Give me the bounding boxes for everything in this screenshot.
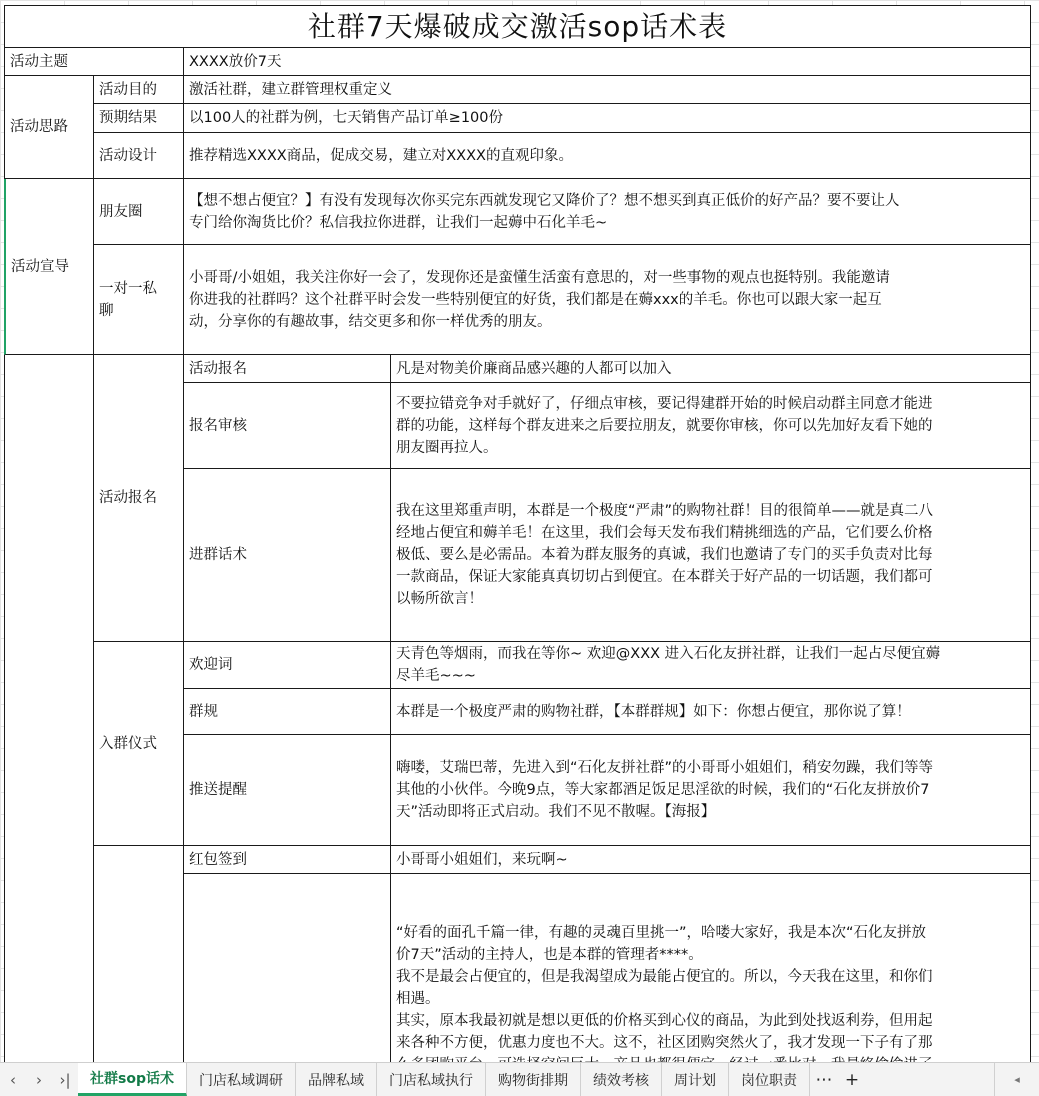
page-title[interactable]: 社群7天爆破成交激活sop话术表 [4,5,1031,48]
join-script-line: 经地占便宜和薅羊毛！在这里，我们会每天发布我们精挑细选的产品，它们要么价格 [396,525,933,541]
private-chat-label-line: 聊 [99,302,114,319]
join-script-line: 以畅所欲言！ [396,591,483,607]
join-script-line: 我在这里郑重声明，本群是一个极度“严肃”的购物社群！目的很简单——就是真二八 [396,503,934,519]
push-reminder-label[interactable]: 推送提醒 [184,735,391,846]
red-packet-label[interactable]: 红包签到 [184,846,391,874]
expected-result-value[interactable]: 以100人的社群为例，七天销售产品订单≥100份 [184,104,1031,133]
host-intro-label[interactable] [184,874,391,1094]
signup-review-copy[interactable] [391,383,1031,469]
sheet-tab-bar [0,1062,1039,1096]
sheet-tab[interactable]: 购物街排期 [486,1063,581,1096]
welcome-label[interactable]: 欢迎词 [184,642,391,689]
theme-value[interactable]: XXXX放价7天 [184,48,1031,76]
join-ceremony-label[interactable]: 入群仪式 [94,642,184,846]
host-intro-line: “好看的面孔千篇一律，有趣的灵魂百里挑一”，哈喽大家好，我是本次“石化友拼放 [396,925,927,941]
group-rules-label[interactable]: 群规 [184,689,391,735]
sheet-tab[interactable]: 绩效考核 [581,1063,662,1096]
private-chat-line: 你进我的社群吗？这个社群平时会发一些特别便宜的好货，我们都是在薅xxx的羊毛。你也可以跟大家一起互 [189,291,882,308]
join-script-label[interactable]: 进群话术 [184,469,391,642]
host-intro-copy[interactable] [391,874,1031,1094]
horizontal-scroll-icon[interactable]: ◂ [994,1063,1039,1096]
moments-label[interactable]: 朋友圈 [94,179,184,245]
host-intro-line: 来各种不方便，优惠力度也不大。这不，社区团购突然火了，我才发现一下子有了那 [396,1035,933,1051]
host-intro-paragraph [396,966,933,1010]
group-rules-copy[interactable]: 本群是一个极度严肃的购物社群，【本群群规】如下：你想占便宜，那你说了算！ [391,689,1031,735]
design-value[interactable]: 推荐精选XXXX商品，促成交易，建立对XXXX的直观印象。 [184,133,1031,179]
join-script-line: 一款商品，保证大家能真真切切占到便宜。在本群关于好产品的一切话题，我们都可 [396,569,933,585]
skip-last-icon[interactable]: ›| [59,1070,71,1089]
join-script-copy[interactable] [391,469,1031,642]
warmup-group-label[interactable] [94,846,184,1076]
signup-label[interactable]: 活动报名 [184,355,391,383]
promo-label[interactable]: 活动宣导 [4,179,94,355]
signup-group-label[interactable]: 活动报名 [94,355,184,642]
design-label[interactable]: 活动设计 [94,133,184,179]
host-intro-line: 相遇。 [396,991,440,1007]
private-chat-line: 小哥哥/小姐姐，我关注你好一会了，发现你还是蛮懂生活蛮有意思的，对一些事物的观点也挺特别。我能邀请 [189,269,890,286]
welcome-copy[interactable] [391,642,1031,689]
signup-review-line: 朋友圈再拉人。 [396,439,498,456]
chevron-left-icon[interactable]: ‹ [10,1070,16,1089]
host-intro-line: 我不是最会占便宜的，但是我渴望成为最能占便宜的。所以，今天我在这里，和你们 [396,969,933,985]
sheet-tab[interactable]: 门店私域调研 [187,1063,296,1096]
sheet-tab[interactable]: 岗位职责 [729,1063,810,1096]
sheet-tab[interactable]: 周计划 [662,1063,729,1096]
host-intro-line: 价7天”活动的主持人，也是本群的管理者****。 [396,947,703,963]
host-intro-paragraph [396,922,933,966]
empty-merged-cell[interactable] [4,355,94,1075]
welcome-line: 尽羊毛~~~ [396,668,476,684]
signup-review-line: 不要拉错竞争对手就好了，仔细点审核，要记得建群开始的时候启动群主同意才能进 [396,395,933,412]
host-intro-line: 其实，原本我最初就是想以更低的价格买到心仪的商品，为此到处找返利券，但用起 [396,1013,933,1029]
push-reminder-copy[interactable] [391,735,1031,846]
private-chat-label[interactable] [94,245,184,355]
moments-line: 专门给你淘货比价？私信我拉你进群，让我们一起薅中石化羊毛~ [189,214,608,231]
moments-line: 【想不想占便宜？】有没有发现每次你买完东西就发现它又降价了？想不想买到真正低价的好产品？要不要让人 [189,192,900,209]
moments-copy[interactable] [184,179,1031,245]
private-chat-copy[interactable] [184,245,1031,355]
private-chat-label-line: 一对一私 [99,280,157,297]
sheet-tab[interactable]: 门店私域执行 [377,1063,486,1096]
signup-review-line: 群的功能，这样每个群友进来之后要拉朋友，就要你审核，你可以先加好友看下她的 [396,417,933,434]
push-reminder-line: 嗨喽，艾瑞巴蒂，先进入到“石化友拼社群”的小哥哥小姐姐们，稍安勿躁，我们等等 [396,760,934,776]
thinking-label[interactable]: 活动思路 [4,76,94,179]
purpose-value[interactable]: 激活社群，建立群管理权重定义 [184,76,1031,104]
more-tabs-icon[interactable]: ⋯ [815,1069,833,1090]
private-chat-line: 动，分享你的有趣故事，结交更多和你一样优秀的朋友。 [189,313,552,330]
theme-label[interactable]: 活动主题 [4,48,184,76]
signup-review-label[interactable]: 报名审核 [184,383,391,469]
push-reminder-line: 天”活动即将正式启动。我们不见不散喔。【海报】 [396,804,716,820]
join-script-line: 极低、要么是必需品。本着为群友服务的真诚，我们也邀请了专门的买手负责对比每 [396,547,933,563]
purpose-label[interactable]: 活动目的 [94,76,184,104]
expected-result-label[interactable]: 预期结果 [94,104,184,133]
red-packet-copy[interactable]: 小哥哥小姐姐们，来玩啊~ [391,846,1031,874]
push-reminder-line: 其他的小伙伴。今晚9点，等大家都酒足饭足思淫欲的时候，我们的“石化友拼放价7 [396,782,930,798]
sheet-tab[interactable]: 品牌私域 [296,1063,377,1096]
sheet-tab-active[interactable]: 社群sop话术 [78,1063,187,1096]
welcome-line: 天青色等烟雨，而我在等你~ 欢迎@XXX 进入石化友拼社群，让我们一起占尽便宜薅 [396,646,941,662]
add-sheet-icon[interactable]: + [844,1069,860,1090]
signup-copy[interactable]: 凡是对物美价廉商品感兴趣的人都可以加入 [391,355,1031,383]
chevron-right-icon[interactable]: › [36,1070,42,1089]
